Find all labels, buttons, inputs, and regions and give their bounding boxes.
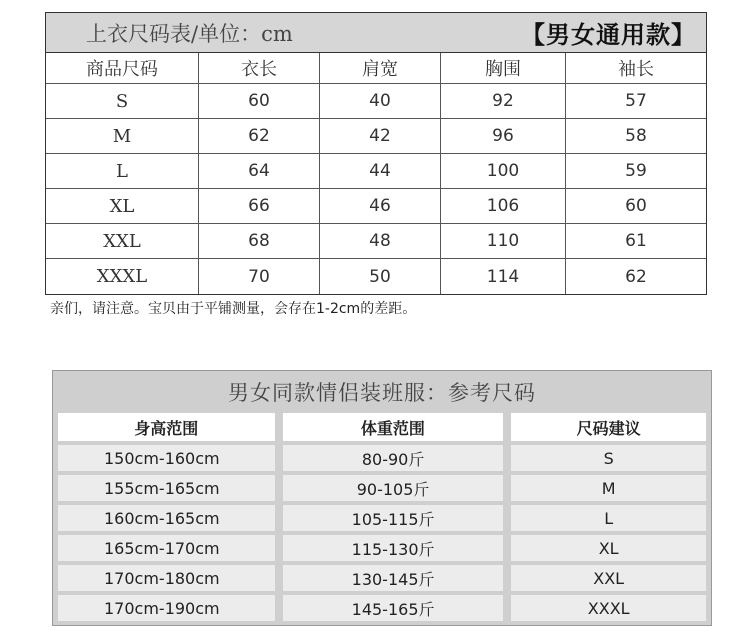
column-header-suggested-size: 尺码建议 [511, 413, 706, 441]
table-cell: 44 [320, 154, 441, 189]
table-cell: 66 [199, 189, 320, 224]
size-table-title: 上衣尺码表/单位：cm [86, 21, 293, 46]
size-table-body [46, 84, 706, 294]
table-cell: 48 [320, 224, 441, 259]
table-cell: 106 [441, 189, 566, 224]
table-cell: 62 [199, 119, 320, 154]
reference-table-column-headers [53, 413, 711, 441]
table-cell: XXXL [511, 595, 706, 621]
table-row [53, 475, 711, 501]
table-cell: XL [46, 189, 199, 224]
column-header-weight: 体重范围 [283, 413, 504, 441]
table-cell: 115-130斤 [283, 535, 504, 561]
table-row [46, 189, 706, 224]
table-cell: 46 [320, 189, 441, 224]
table-cell: 165cm-170cm [58, 535, 275, 561]
table-cell: 60 [199, 84, 320, 119]
table-cell: 130-145斤 [283, 565, 504, 591]
table-row [53, 505, 711, 531]
table-cell: 155cm-165cm [58, 475, 275, 501]
table-cell: 114 [441, 259, 566, 294]
table-cell: 90-105斤 [283, 475, 504, 501]
table-cell: L [46, 154, 199, 189]
table-row [53, 445, 711, 471]
unisex-tag: 【男女通用款】 [521, 20, 696, 49]
table-row [46, 259, 706, 294]
table-cell: 70 [199, 259, 320, 294]
table-cell: L [511, 505, 706, 531]
table-cell: 60 [566, 189, 706, 224]
table-row [46, 224, 706, 259]
table-cell: 110 [441, 224, 566, 259]
reference-size-table [52, 370, 712, 626]
column-header-chest: 胸围 [441, 53, 566, 84]
table-cell: 61 [566, 224, 706, 259]
table-row [46, 119, 706, 154]
table-row [53, 565, 711, 591]
table-cell: 150cm-160cm [58, 445, 275, 471]
table-cell: XXL [46, 224, 199, 259]
column-header-sleeve: 袖长 [566, 53, 706, 84]
table-cell: 40 [320, 84, 441, 119]
column-header-height: 身高范围 [58, 413, 275, 441]
table-cell: 100 [441, 154, 566, 189]
size-table-header [46, 13, 706, 53]
table-row [53, 595, 711, 621]
table-cell: XXXL [46, 259, 199, 294]
table-cell: S [46, 84, 199, 119]
table-cell: 170cm-190cm [58, 595, 275, 621]
size-table [45, 12, 707, 295]
size-table-column-headers [46, 53, 706, 84]
column-header-length: 衣长 [199, 53, 320, 84]
table-cell: 42 [320, 119, 441, 154]
table-row [53, 535, 711, 561]
table-cell: 80-90斤 [283, 445, 504, 471]
table-row [46, 84, 706, 119]
table-cell: 92 [441, 84, 566, 119]
table-row [46, 154, 706, 189]
table-cell: 62 [625, 266, 647, 287]
table-cell: 68 [199, 224, 320, 259]
column-header-shoulder: 肩宽 [320, 53, 441, 84]
table-cell: 57 [566, 84, 706, 119]
table-cell: S [511, 445, 706, 471]
table-cell: 58 [566, 119, 706, 154]
table-cell: XL [511, 535, 706, 561]
table-cell: M [46, 119, 199, 154]
measurement-note: 亲们，请注意。宝贝由于平铺测量，会存在1-2cm的差距。 [50, 301, 417, 317]
reference-table-title: 男女同款情侣装班服：参考尺码 [228, 381, 536, 405]
table-cell: 96 [441, 119, 566, 154]
table-cell: M [511, 475, 706, 501]
table-cell: 105-115斤 [283, 505, 504, 531]
table-cell: 64 [199, 154, 320, 189]
column-header-size: 商品尺码 [46, 53, 199, 84]
table-cell: 160cm-165cm [58, 505, 275, 531]
reference-table-body [53, 445, 711, 621]
table-cell: 59 [566, 154, 706, 189]
table-cell: 50 [320, 259, 441, 294]
table-cell: 145-165斤 [283, 595, 504, 621]
table-cell: 170cm-180cm [58, 565, 275, 591]
table-cell: XXL [511, 565, 706, 591]
